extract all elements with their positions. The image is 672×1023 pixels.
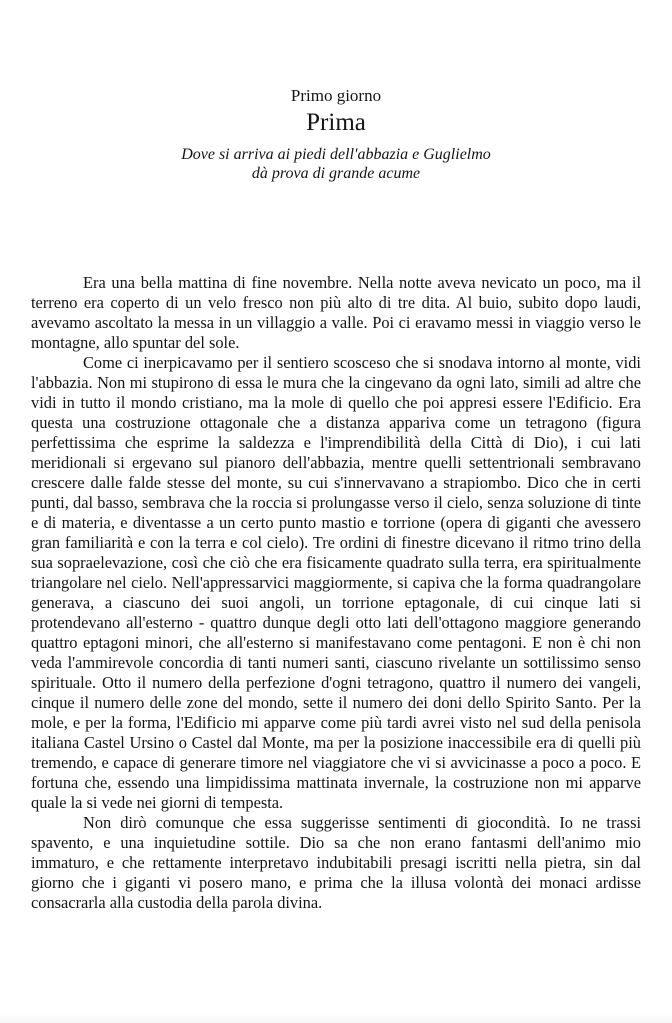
chapter-day: Primo giorno xyxy=(290,86,382,105)
chapter-subtitle-line1: Dove si arriva ai piedi dell'abbazia e Guglielmo xyxy=(181,146,491,163)
paragraph-1: Era una bella mattina di fine novembre. Nella notte aveva nevicato un poco, ma il terreno era coperto di un velo fresco non più alto di tre dita. Al buio, subito dopo laudi, avevamo ascoltato la messa in un villaggio a valle. Poi ci eravamo messi in viaggio verso le montagne, allo spuntar del sole. xyxy=(31,273,641,352)
paragraph-2: Come ci inerpicavamo per il sentiero scosceso che si snodava intorno al monte, vidi l'abbazia. Non mi stupirono di essa le mura che la cingevano da ogni lato, simili ad altre che vidi in tutto il mondo cristiano, ma la mole di quello che poi appresi essere l'Edificio. Era questa una costruzione ottagonale che a distanza appariva come un tetragono (figura perfettissima che esprime la saldezza e l'imprendibilità della Città di Dio), i cui lati meridionali si ergevano sul pianoro dell'abbazia, mentre quelli settentrionali sembravano crescere dalle falde stesse del monte, su cui s'innervavano a strapiombo. Dico che in certi punti, dal basso, sembrava che la roccia si prolungasse verso il cielo, senza soluzione di tinte e di materia, e diventasse a un certo punto mastio e torrione (opera di giganti che avessero gran familiarità e con la terra e col cielo). Tre ordini di finestre dicevano il ritmo trino della sua sopraelevazione, così che ciò che era fisicamente quadrato sulla terra, era spiritualmente triangolare nel cielo. Nell'appressarvici maggiormente, si capiva che la forma quadrangolare generava, a ciascuno dei suoi angoli, un torrione eptagonale, di cui cinque lati si protendevano all'esterno - quattro dunque degli otto lati dell'ottagono maggiore generando quattro eptagoni minori, che all'esterno si manifestavano come pentagoni. E non è chi non veda l'ammirevole concordia di tanti numeri santi, ciascuno rivelante un sottilissimo senso spirituale. Otto il numero della perfezione d'ogni tetragono, quattro il numero dei vangeli, cinque il numero delle zone del mondo, sette il numero dei doni dello Spirito Santo. Per la mole, e per la forma, l'Edificio mi apparve come più tardi avrei visto nel sud della penisola italiana Castel Ursino o Castel dal Monte, ma per la posizione inaccessibile era di quelli più tremendo, e capace di generare timore nel viaggiatore che vi si avvicinasse a poco a poco. E fortuna che, essendo una limpidissima mattinata invernale, la costruzione non mi apparve quale la si vede nei giorni di tempesta. xyxy=(31,353,641,812)
chapter-subtitle-line2: dà prova di grande acume xyxy=(251,165,421,182)
paragraph-3: Non dirò comunque che essa suggerisse sentimenti di giocondità. Io ne trassi spavento, e una inquietudine sottile. Dio sa che non erano fantasmi dell'animo mio immaturo, e che rettamente interpretavo indubitabili presagi iscritti nella pietra, sin dal giorno che i giganti vi posero mano, e prima che la illusa volontà dei monaci ardisse consacrarla alla custodia della parola divina. xyxy=(31,813,641,912)
chapter-header xyxy=(0,86,672,183)
chapter-title: Prima xyxy=(306,109,366,136)
chapter-subtitle xyxy=(0,145,672,183)
page-bottom-edge xyxy=(0,1013,672,1023)
chapter-body xyxy=(31,273,641,913)
